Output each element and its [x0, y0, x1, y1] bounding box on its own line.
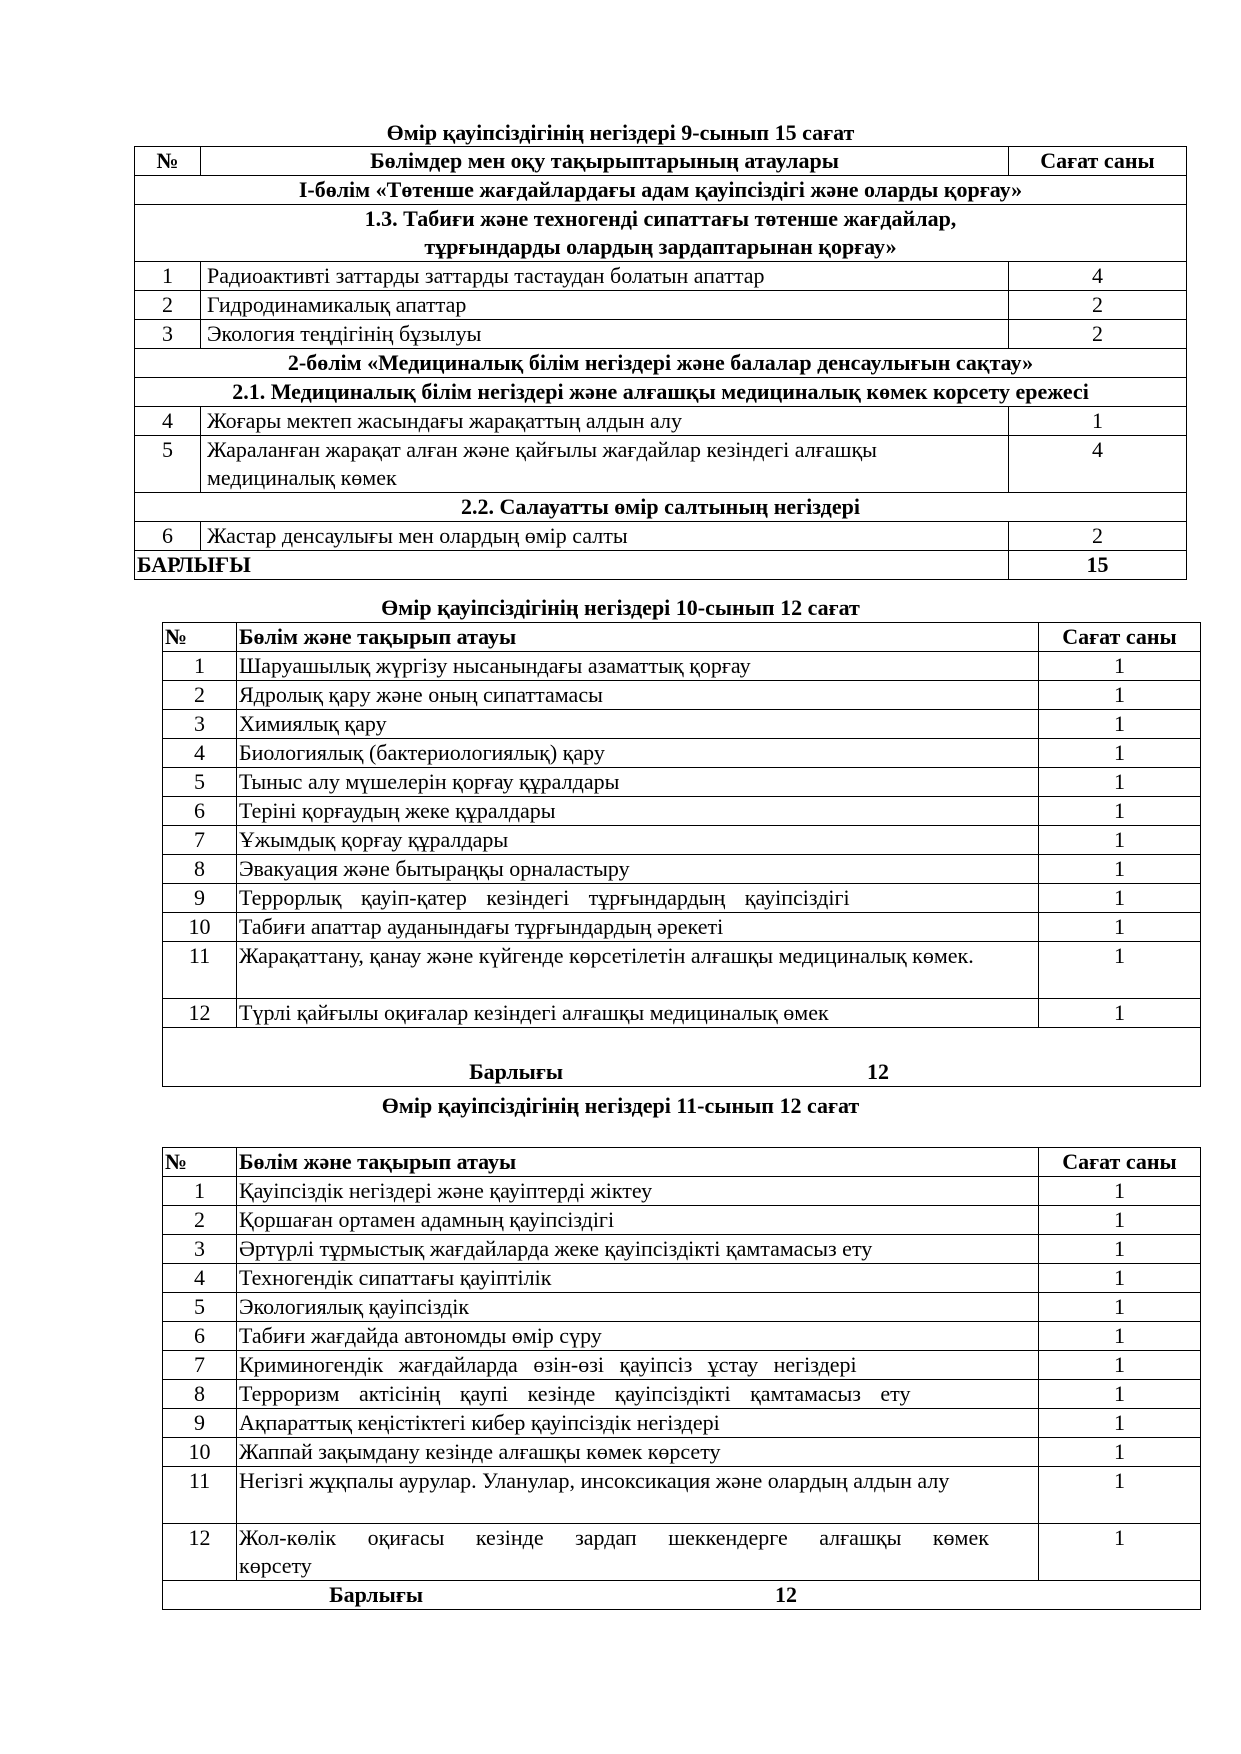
table-row: [163, 1380, 1201, 1409]
total-row: [135, 551, 1187, 580]
total-label: Барлығы: [469, 1059, 563, 1084]
header-topic: Бөлімдер мен оқу тақырыптарының атаулары: [201, 147, 1009, 176]
row-num: 8: [163, 1380, 237, 1409]
row-num: 2: [135, 291, 201, 320]
table-row: [163, 681, 1201, 710]
table-row: [163, 739, 1201, 768]
grade10-title: Өмір қауіпсіздігінің негіздері 10-сынып 12 сағат: [381, 595, 860, 620]
row-num: 9: [163, 884, 237, 913]
row-num: 9: [163, 1409, 237, 1438]
row-topic: Жарақаттану, қанау және күйгенде көрсетілетін алғашқы медициналық көмек.: [237, 942, 1039, 999]
row-num: 7: [163, 1351, 237, 1380]
row-hours: 1: [1039, 855, 1201, 884]
row-num: 5: [163, 768, 237, 797]
total-label: Барлығы: [329, 1582, 423, 1607]
row-num: 3: [163, 710, 237, 739]
row-topic: Жастар денсаулығы мен олардың өмір салты: [201, 522, 1009, 551]
row-num: 2: [163, 1206, 237, 1235]
row-hours: 1: [1039, 739, 1201, 768]
row-topic: Экологиялық қауіпсіздік: [237, 1293, 1039, 1322]
header-num: №: [135, 147, 201, 176]
row-hours: 1: [1039, 652, 1201, 681]
grade11-title: Өмір қауіпсіздігінің негіздері 11-сынып 12 сағат: [381, 1093, 860, 1118]
header-topic: Бөлім және тақырып атауы: [237, 1148, 1039, 1177]
header-hours: Сағат саны: [1039, 1148, 1201, 1177]
row-hours: 1: [1039, 797, 1201, 826]
row-topic: Жол-көлік оқиғасы кезінде зардап шеккендерге алғашқы көмек көрсету: [237, 1524, 1039, 1581]
row-topic: Жараланған жарақат алған және қайғылы жағдайлар кезіндегі алғашқы медициналық көмек: [201, 436, 1009, 493]
total-label: БАРЛЫҒЫ: [135, 551, 1009, 580]
grade9-table: [134, 146, 1187, 580]
header-topic: Бөлім және тақырып атауы: [237, 623, 1039, 652]
row-hours: 1: [1039, 1235, 1201, 1264]
row-num: 8: [163, 855, 237, 884]
grade10-table: [162, 622, 1201, 1087]
total-row: [163, 1028, 1201, 1087]
subsection-row: [135, 378, 1187, 407]
row-hours: 1: [1039, 913, 1201, 942]
row-num: 10: [163, 913, 237, 942]
table-row: [135, 436, 1187, 493]
row-hours: 1: [1039, 1322, 1201, 1351]
header-num: №: [163, 623, 237, 652]
total-value: 12: [775, 1582, 797, 1607]
row-topic: Гидродинамикалық апаттар: [201, 291, 1009, 320]
row-num: 10: [163, 1438, 237, 1467]
row-hours: 1: [1039, 884, 1201, 913]
row-num: 2: [163, 681, 237, 710]
section-title: І-бөлім «Төтенше жағдайлардағы адам қауіпсіздігі және оларды қорғау»: [135, 176, 1187, 205]
row-num: 11: [163, 942, 237, 999]
row-num: 6: [135, 522, 201, 551]
row-hours: 1: [1039, 1293, 1201, 1322]
header-hours: Сағат саны: [1039, 623, 1201, 652]
total-value: 12: [867, 1059, 889, 1084]
grade11-table: [162, 1147, 1201, 1610]
table-row: [163, 826, 1201, 855]
section-row: [135, 176, 1187, 205]
row-topic: Негізгі жұқпалы аурулар. Уланулар, инсоксикация және олардың алдын алу: [237, 1467, 1039, 1524]
row-topic: Жоғары мектеп жасындағы жарақаттың алдын алу: [201, 407, 1009, 436]
table-row: [163, 913, 1201, 942]
row-num: 6: [163, 797, 237, 826]
row-hours: 1: [1039, 1177, 1201, 1206]
row-num: 4: [163, 1264, 237, 1293]
table-header-row: [163, 1148, 1201, 1177]
table-row: [163, 1409, 1201, 1438]
row-topic: Ақпараттық кеңістіктегі кибер қауіпсіздік негіздері: [237, 1409, 1039, 1438]
subsection-title: 1.3. Табиғи және техногенді сипаттағы төтенше жағдайлар, тұрғындарды олардың зардаптарынан қорғау»: [135, 205, 1187, 262]
row-topic: Биологиялық (бактериологиялық) қару: [237, 739, 1039, 768]
table-row: [163, 1293, 1201, 1322]
table-row: [163, 1351, 1201, 1380]
row-topic: Шаруашылық жүргізу нысанындағы азаматтық қорғау: [237, 652, 1039, 681]
row-topic: Түрлі қайғылы оқиғалар кезіндегі алғашқы медициналық өмек: [237, 999, 1039, 1028]
table-row: [135, 262, 1187, 291]
table-row: [163, 855, 1201, 884]
total-cell: [163, 1028, 1201, 1087]
table-row: [163, 710, 1201, 739]
table-row: [163, 797, 1201, 826]
row-num: 1: [135, 262, 201, 291]
row-topic: Ядролық қару және оның сипаттамасы: [237, 681, 1039, 710]
row-num: 1: [163, 652, 237, 681]
table-row: [163, 942, 1201, 999]
row-topic: Эвакуация және бытыраңқы орналастыру: [237, 855, 1039, 884]
row-topic: Тыныс алу мүшелерін қорғау құралдары: [237, 768, 1039, 797]
table-row: [135, 407, 1187, 436]
row-hours: 1: [1039, 681, 1201, 710]
table-row: [163, 1438, 1201, 1467]
table-row: [163, 884, 1201, 913]
table-row: [163, 768, 1201, 797]
table-row: [163, 1206, 1201, 1235]
row-hours: 1: [1039, 710, 1201, 739]
table-row: [135, 320, 1187, 349]
row-topic: Экология теңдігінің бұзылуы: [201, 320, 1009, 349]
subsection-row: [135, 205, 1187, 262]
row-topic: Радиоактивті заттарды заттарды тастаудан болатын апаттар: [201, 262, 1009, 291]
row-num: 6: [163, 1322, 237, 1351]
row-num: 12: [163, 1524, 237, 1581]
row-topic: Қауіпсіздік негіздері және қауіптерді жіктеу: [237, 1177, 1039, 1206]
row-hours: 1: [1039, 1380, 1201, 1409]
total-row: [163, 1581, 1201, 1610]
total-cell: [163, 1581, 1201, 1610]
table-header-row: [135, 147, 1187, 176]
section-row: [135, 349, 1187, 378]
row-topic: Әртүрлі тұрмыстық жағдайларда жеке қауіпсіздікті қамтамасыз ету: [237, 1235, 1039, 1264]
row-hours: 1: [1039, 942, 1201, 999]
row-hours: 2: [1009, 291, 1187, 320]
section-title: 2-бөлім «Медициналық білім негіздері және балалар денсаулығын сақтау»: [135, 349, 1187, 378]
row-hours: 1: [1039, 1438, 1201, 1467]
table-row: [163, 1322, 1201, 1351]
row-num: 5: [135, 436, 201, 493]
row-hours: 1: [1039, 999, 1201, 1028]
row-hours: 1: [1039, 1524, 1201, 1581]
row-topic: Техногендік сипаттағы қауіптілік: [237, 1264, 1039, 1293]
row-topic: Табиғи апаттар ауданындағы тұрғындардың әрекеті: [237, 913, 1039, 942]
row-hours: 1: [1039, 1467, 1201, 1524]
total-value: 15: [1009, 551, 1187, 580]
row-hours: 1: [1039, 768, 1201, 797]
table-row: [163, 1264, 1201, 1293]
row-hours: 2: [1009, 522, 1187, 551]
row-hours: 2: [1009, 320, 1187, 349]
table-row: [135, 522, 1187, 551]
table-row: [163, 652, 1201, 681]
row-num: 3: [135, 320, 201, 349]
table-row: [163, 999, 1201, 1028]
table-row: [163, 1524, 1201, 1581]
row-hours: 1: [1039, 1264, 1201, 1293]
table-header-row: [163, 623, 1201, 652]
row-topic: Табиғи жағдайда автономды өмір сүру: [237, 1322, 1039, 1351]
row-hours: 1: [1039, 1206, 1201, 1235]
table-row: [163, 1177, 1201, 1206]
subsection-row: [135, 493, 1187, 522]
row-num: 12: [163, 999, 237, 1028]
table-row: [163, 1235, 1201, 1264]
row-topic: Криминогендік жағдайларда өзін-өзі қауіпсіз ұстау негіздері: [237, 1351, 1039, 1380]
table-row: [135, 291, 1187, 320]
row-topic: Терроризм актісінің қаупі кезінде қауіпсіздікті қамтамасыз ету: [237, 1380, 1039, 1409]
grade9-title: Өмір қауіпсіздігінің негіздері 9-сынып 15 сағат: [386, 120, 855, 145]
row-num: 5: [163, 1293, 237, 1322]
row-hours: 1: [1039, 1409, 1201, 1438]
header-hours: Сағат саны: [1009, 147, 1187, 176]
row-topic: Жаппай зақымдану кезінде алғашқы көмек көрсету: [237, 1438, 1039, 1467]
row-topic: Теріні қорғаудың жеке құралдары: [237, 797, 1039, 826]
row-num: 7: [163, 826, 237, 855]
row-hours: 1: [1039, 826, 1201, 855]
row-topic: Ұжымдық қорғау құралдары: [237, 826, 1039, 855]
row-num: 4: [135, 407, 201, 436]
table-row: [163, 1467, 1201, 1524]
row-hours: 4: [1009, 436, 1187, 493]
row-hours: 1: [1009, 407, 1187, 436]
header-num: №: [163, 1148, 237, 1177]
row-num: 11: [163, 1467, 237, 1524]
row-topic: Қоршаған ортамен адамның қауіпсіздігі: [237, 1206, 1039, 1235]
row-hours: 4: [1009, 262, 1187, 291]
row-hours: 1: [1039, 1351, 1201, 1380]
row-num: 3: [163, 1235, 237, 1264]
subsection-title: 2.2. Салауатты өмір салтының негіздері: [135, 493, 1187, 522]
row-num: 4: [163, 739, 237, 768]
row-topic: Химиялық қару: [237, 710, 1039, 739]
subsection-title: 2.1. Медициналық білім негіздері және алғашқы медициналық көмек корсету ережесі: [135, 378, 1187, 407]
row-num: 1: [163, 1177, 237, 1206]
row-topic: Террорлық қауіп-қатер кезіндегі тұрғындардың қауіпсіздігі: [237, 884, 1039, 913]
